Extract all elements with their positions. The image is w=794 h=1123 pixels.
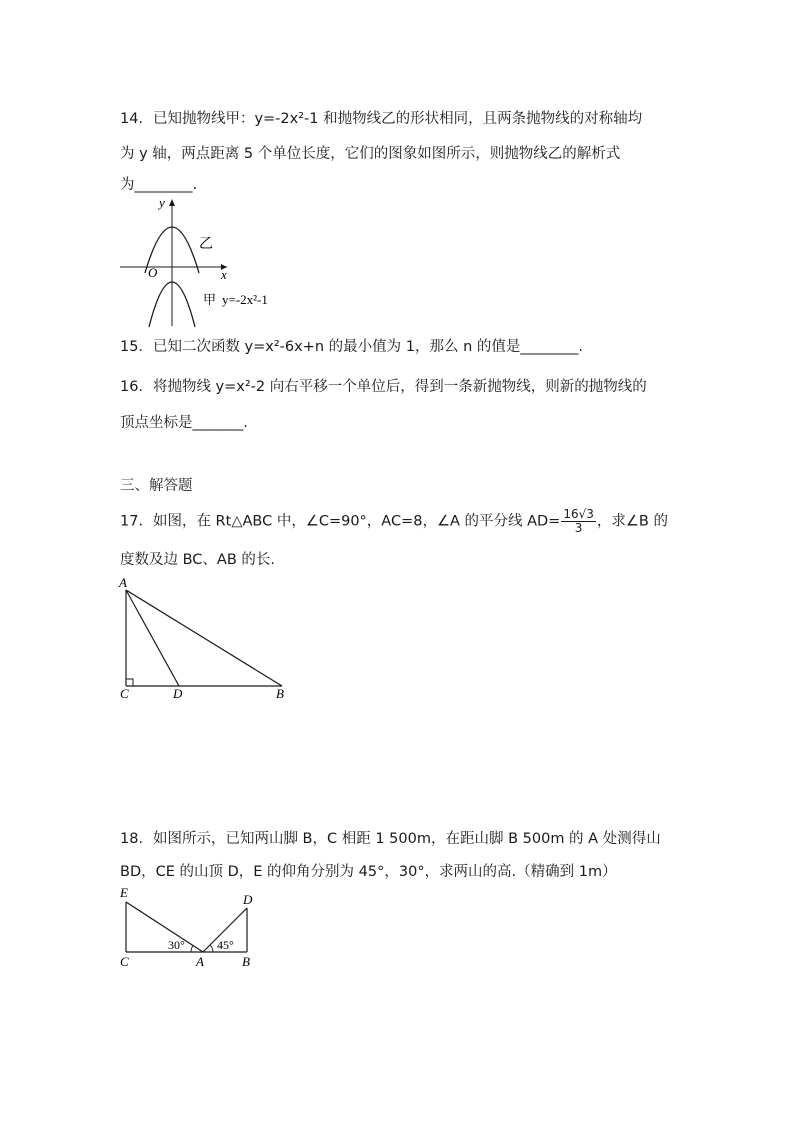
angle-45-label: 45° <box>217 938 234 952</box>
origin-label: O <box>148 265 158 280</box>
q16-line2: 顶点坐标是_______. <box>120 415 248 431</box>
point-e-label: E <box>120 885 128 900</box>
triangle-abc-figure <box>112 572 297 702</box>
angle-30-label: 30° <box>168 938 185 952</box>
lower-curve-equation: y=-2x²-1 <box>222 292 268 307</box>
q17-line2: 度数及边 BC、AB 的长. <box>120 552 276 568</box>
ad-fraction <box>561 508 596 535</box>
q14-line2: 为 y 轴，两点距离 5 个单位长度，它们的图象如图所示，则抛物线乙的解析式 <box>120 146 621 162</box>
point-d-label: D <box>173 686 183 701</box>
upper-curve-label: 乙 <box>199 236 213 252</box>
fraction-numerator: 16√3 <box>563 507 594 521</box>
fraction-denominator: 3 <box>574 521 583 535</box>
q18-line1: 18．如图所示，已知两山脚 B，C 相距 1 500m，在距山脚 B 500m 的 A 处测得山 <box>120 831 661 847</box>
q17-text-b: ，求∠B 的 <box>596 513 668 530</box>
parabola-figure <box>115 193 295 328</box>
q18-line2: BD，CE 的山顶 D，E 的仰角分别为 45°，30°，求两山的高.（精确到 1m） <box>120 864 617 880</box>
section-title: 三、解答题 <box>120 478 193 494</box>
y-axis-label: y <box>159 195 165 210</box>
q15-line1: 15．已知二次函数 y=x²-6x+n 的最小值为 1，那么 n 的值是________. <box>120 339 584 355</box>
vertex-b-label: B <box>276 686 284 701</box>
point-d-label: D <box>243 892 253 907</box>
q14-line3: 为________. <box>120 177 198 193</box>
x-axis-label: x <box>221 267 227 282</box>
mountains-figure <box>112 882 272 972</box>
point-c-label: C <box>120 954 129 969</box>
point-a-label: A <box>196 954 204 969</box>
q16-line1: 16．将抛物线 y=x²-2 向右平移一个单位后，得到一条新抛物线，则新的抛物线的 <box>120 379 647 395</box>
q17-line1 <box>120 508 668 535</box>
lower-curve-label: 甲 <box>203 293 217 308</box>
q14-line1: 14．已知抛物线甲：y=-2x²-1 和抛物线乙的形状相同，且两条抛物线的对称轴均 <box>120 111 643 127</box>
q17-text-a: 17．如图，在 Rt△ABC 中，∠C=90°，AC=8，∠A 的平分线 AD= <box>120 513 561 530</box>
vertex-a-label: A <box>119 575 127 590</box>
vertex-c-label: C <box>120 686 129 701</box>
point-b-label: B <box>242 954 250 969</box>
